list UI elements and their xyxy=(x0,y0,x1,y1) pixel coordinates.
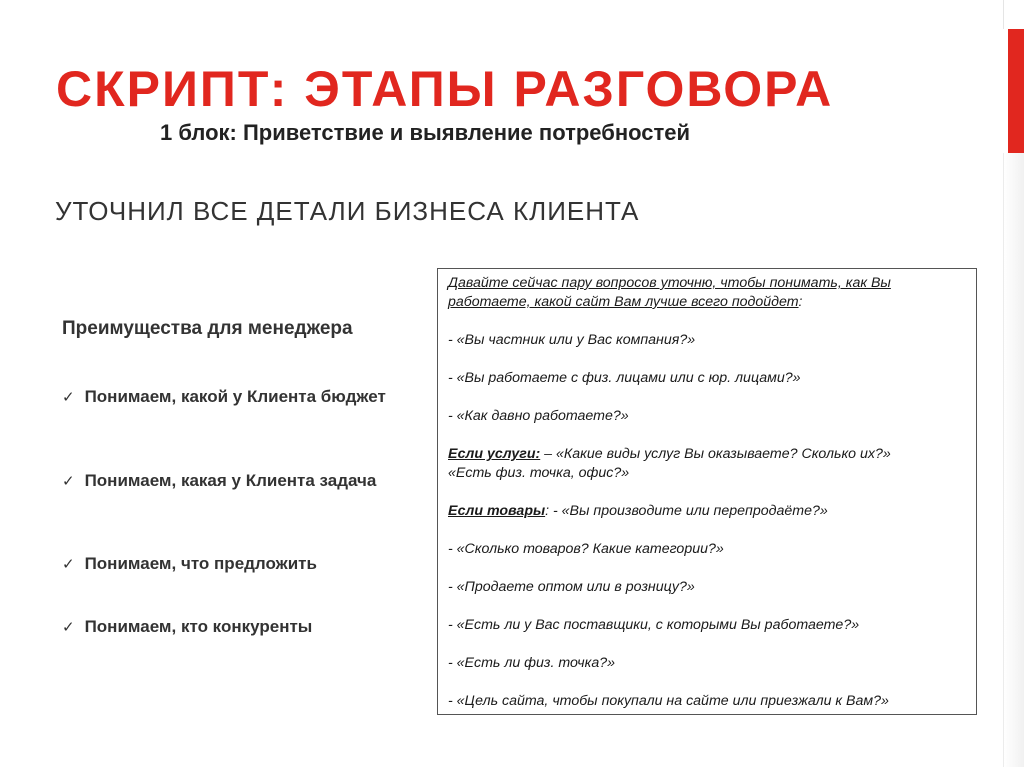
script-question: - «Продаете оптом или в розницу?» xyxy=(448,579,695,595)
section-heading: УТОЧНИЛ ВСЕ ДЕТАЛИ БИЗНЕСА КЛИЕНТА xyxy=(55,196,640,226)
benefit-text: Понимаем, кто конкуренты xyxy=(84,617,313,636)
script-question: - «Сколько товаров? Какие категории?» xyxy=(448,541,724,557)
script-intro-line: Давайте сейчас пару вопросов уточню, чтобы понимать, как Вы xyxy=(448,275,891,291)
benefit-text: Понимаем, что предложить xyxy=(84,554,317,573)
services-label: Если услуги: xyxy=(448,446,541,462)
goods-label: Если товары xyxy=(448,503,546,519)
slide-title: СКРИПТ: ЭТАПЫ РАЗГОВОРА xyxy=(56,61,834,117)
benefit-item xyxy=(62,469,392,493)
check-icon: ✓ xyxy=(62,555,75,573)
benefit-text: Понимаем, какой у Клиента бюджет xyxy=(84,387,386,406)
script-services-line: Если услуги: – «Какие виды услуг Вы оказываете? Сколько их?» xyxy=(448,446,891,462)
script-question: - «Есть ли у Вас поставщики, с которыми Вы работаете?» xyxy=(448,617,860,633)
slide-subtitle: 1 блок: Приветствие и выявление потребностей xyxy=(160,120,691,145)
script-question: - «Вы работаете с физ. лицами или с юр. лицами?» xyxy=(448,370,801,386)
script-services-line: «Есть физ. точка, офис?» xyxy=(448,465,630,481)
script-question: - «Как давно работаете?» xyxy=(448,408,629,424)
script-question: - «Есть ли физ. точка?» xyxy=(448,655,616,671)
benefit-item xyxy=(62,615,392,639)
benefits-title: Преимущества для менеджера xyxy=(62,318,353,339)
check-icon: ✓ xyxy=(62,472,75,490)
script-goods-line: Если товары: - «Вы производите или перепродаёте?» xyxy=(448,503,828,519)
benefit-text: Понимаем, какая у Клиента задача xyxy=(84,471,377,490)
script-intro-line: работаете, какой сайт Вам лучше всего подойдет: xyxy=(448,294,803,310)
check-icon: ✓ xyxy=(62,618,75,636)
benefit-item xyxy=(62,552,392,576)
side-decoration-top xyxy=(1003,0,1024,29)
script-box xyxy=(437,268,977,715)
side-decoration xyxy=(1003,153,1024,767)
script-question: - «Вы частник или у Вас компания?» xyxy=(448,332,696,348)
benefit-item xyxy=(62,385,392,409)
side-accent-bar xyxy=(1008,29,1024,153)
script-question: - «Цель сайта, чтобы покупали на сайте или приезжали к Вам?» xyxy=(448,693,889,709)
check-icon: ✓ xyxy=(62,388,75,406)
